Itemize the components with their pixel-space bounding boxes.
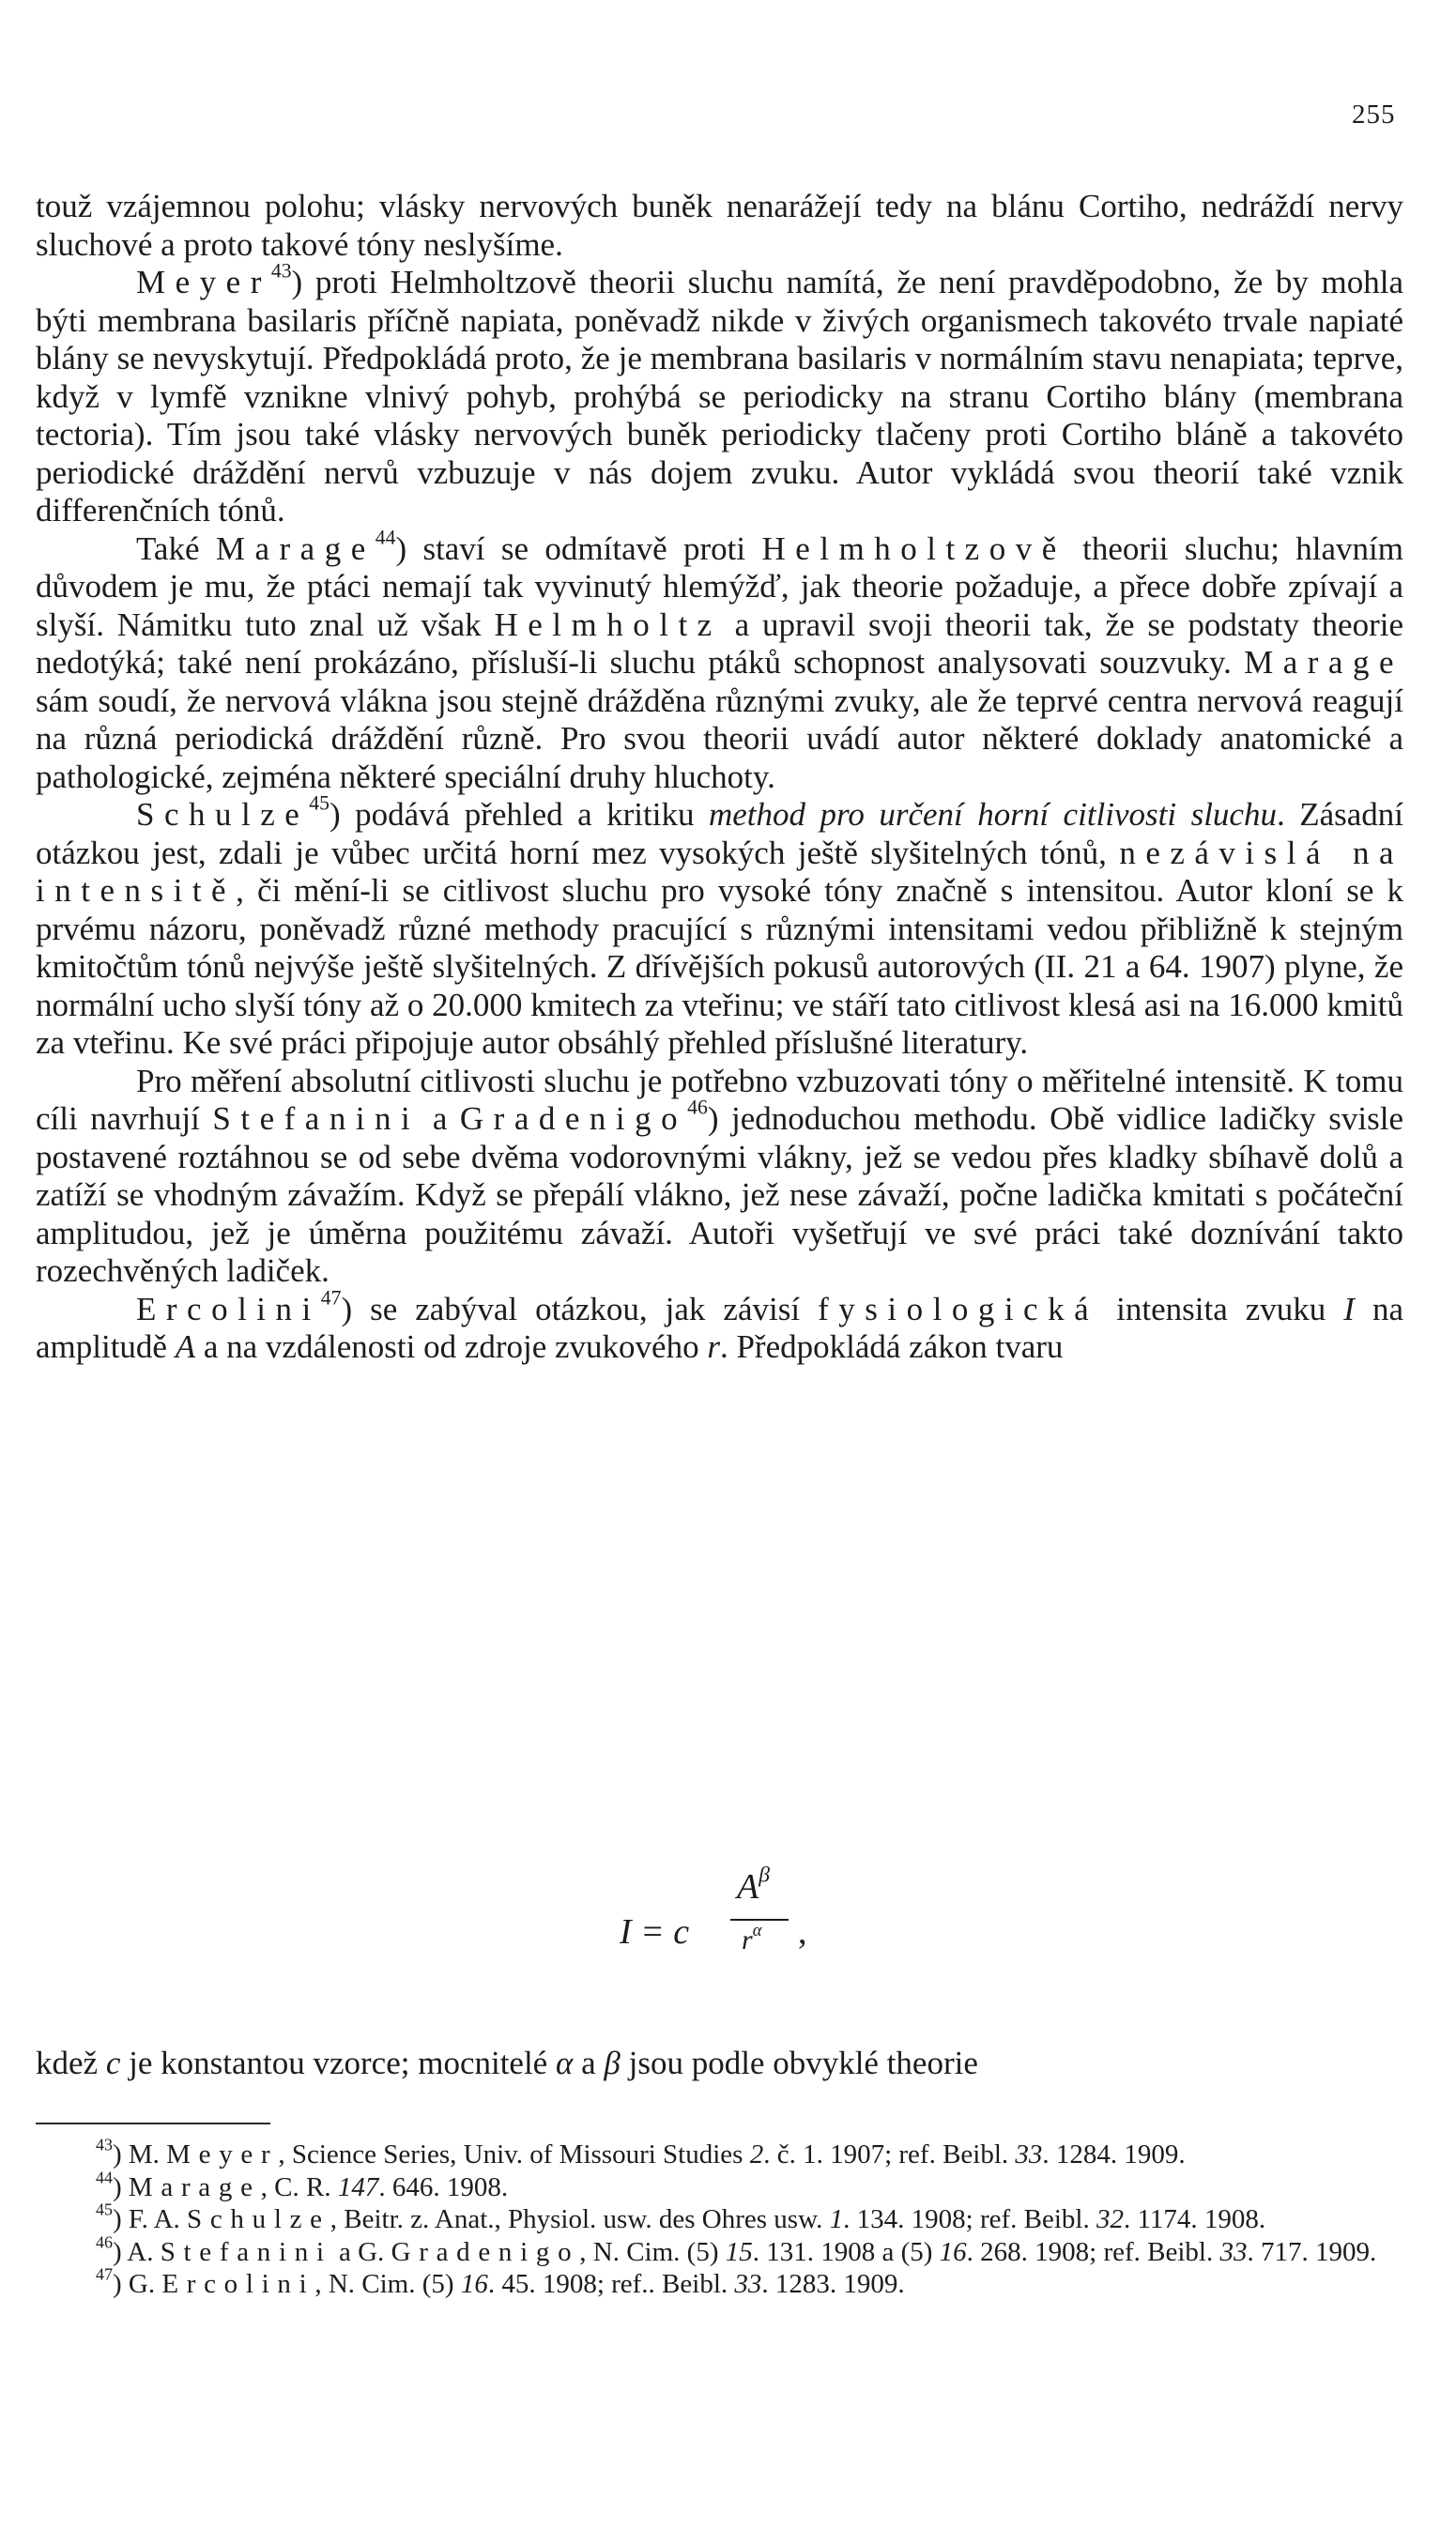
text-run: , či mění-li se citlivost sluchu pro vysoké tóny značně s intensitou. Autor kloní se k prvému názoru, poněvadž různé methody pracující s různými intensitami vedou přibližně k stejným kmitočtům tónů nejvýše ještě slyšitelných. Z dřívějších pokusů autorových (II. 21 a 64. 1907) plyne, že normální ucho slyší tóny až o 20.000 kmitech za vteřinu; ve stáří tato citlivost klesá asi na 16.000 kmitů za vteřinu. Ke své práci připojuje autor obsáhlý přehled příslušné literatury. — [36, 872, 1403, 1061]
formula-denominator-exp: α — [752, 1921, 762, 1941]
text-run: ) podává přehled a kritiku — [329, 796, 709, 833]
italic-text: 15 — [725, 2236, 753, 2267]
text-run: na amplitudě — [36, 1290, 1403, 1365]
spaced-name: Helmholtz — [494, 606, 722, 643]
text-run: . 131. 1908 a (5) — [752, 2236, 940, 2267]
text-run: ) F. A. — [112, 2204, 188, 2234]
italic-text: method pro určení horní citlivosti sluchu — [708, 796, 1277, 833]
formula-comma: , — [798, 1912, 807, 1952]
italic-text: 16 — [460, 2269, 488, 2299]
spaced-name: Marage — [128, 2171, 261, 2202]
formula-lhs: I = c — [620, 1912, 690, 1952]
footnote-ref: 43 — [96, 2135, 113, 2154]
footnote-ref: 43 — [270, 259, 292, 283]
text-run: intensita zvuku — [1098, 1290, 1344, 1327]
text-run: , N. Cim. (5) — [314, 2269, 461, 2299]
italic-text: 33 — [1219, 2236, 1248, 2267]
text-run: . 1174. 1908. — [1123, 2204, 1266, 2234]
text-run: ) proti Helmholtzově theorii sluchu namítá, že není pravděpodobno, že by mohla býti membrana basilaris příčně napiata, poněvadž nikde v živých organismech takovéto trvale napiaté blány se nevyskytují. Předpokládá proto, že je membrana basilaris v normálním stavu nenapiata; teprve, když v lymfě vznikne vlnivý pohyb, prohýbá se periodicky na stranu Cortiho blány (membrana tectoria). Tím jsou také vlásky nervových buněk periodicky tlačeny proti Cortiho bláně a takovéto periodické dráždění nervů vzbuzuje v nás dojem zvuku. Autor vykládá svou theorií také vznik differenčních tónů. — [36, 264, 1403, 529]
footnote — [36, 2135, 1403, 2171]
italic-text: 1 — [829, 2204, 844, 2234]
text-run: . Zásadní otázkou jest, zdali je vůbec určitá horní mez vysokých ještě slyšitelných tónů, — [36, 796, 1404, 871]
italic-text: r — [707, 1328, 720, 1365]
formula-denominator — [742, 1921, 762, 1956]
text-run: . 268. 1908; ref. Beibl. — [966, 2236, 1220, 2267]
paragraph — [36, 188, 1403, 264]
italic-text: 33 — [734, 2269, 762, 2299]
spaced-name: Schulze — [187, 2204, 330, 2234]
spaced-name: Stefanini — [160, 2236, 332, 2267]
text-run: ) — [112, 2171, 129, 2202]
formula-numerator — [737, 1863, 770, 1908]
formula-denominator-base: r — [742, 1924, 753, 1955]
italic-text: A — [175, 1328, 196, 1365]
spaced-name: nezávislá na intensitě — [36, 834, 1403, 909]
text-run: a na vzdálenosti od zdroje zvukového — [195, 1328, 708, 1365]
text-run: je konstantou vzorce; mocnitelé — [120, 2045, 556, 2081]
italic-text: c — [105, 2045, 121, 2081]
italic-text: β — [604, 2045, 621, 2081]
text-run: touž vzájemnou polohu; vlásky nervových buněk nenarážejí tedy na blánu Cortiho, nedráždí nervy sluchové a proto takové tóny neslyšíme. — [36, 188, 1403, 263]
italic-text: 147 — [337, 2171, 379, 2202]
italic-text: α — [555, 2045, 574, 2081]
text-run: , Science Series, Univ. of Missouri Studies — [278, 2139, 750, 2169]
text-run: . 646. 1908. — [378, 2171, 509, 2202]
spaced-name: Meyer — [166, 2139, 279, 2169]
footnote-ref: 47 — [320, 1286, 342, 1310]
text-run: ) jednoduchou methodu. Obě vidlice ladičky svisle postavené roztáhnou se od sebe dvěma vodorovnými vlákny, jež se vedou přes kladky sbíhavě dolů a zatíží se vhodným závažím. Když se přepálí vlákno, jež nese závaží, počne ladička kmitati s počáteční amplitudou, jež je úměrna použitému závaží. Autoři vyšetřují ve své práci také doznívání takto rozechvěných ladiček. — [36, 1100, 1403, 1289]
italic-text: 16 — [939, 2236, 967, 2267]
page-number: 255 — [1352, 100, 1396, 130]
italic-text: 2 — [749, 2139, 764, 2169]
spaced-name: Schulze — [136, 796, 310, 833]
text-run: ) G. — [112, 2269, 162, 2299]
text-run: Pro měření absolutní citlivosti sluchu je potřebno vzbuzovati tóny o měřitelné intensitě. K tomu cíli navrhují — [36, 1062, 1403, 1137]
spaced-name: fysiologická — [818, 1290, 1099, 1327]
body-text — [36, 188, 1403, 1367]
text-run: . 1284. 1909. — [1042, 2139, 1186, 2169]
footnote — [36, 2168, 1403, 2204]
spaced-name: Stefanini — [212, 1100, 421, 1137]
spaced-name: Helmholtzově — [761, 529, 1066, 567]
footnote-rule — [36, 2123, 270, 2124]
paragraph — [36, 1286, 1403, 1367]
text-run: ) A. — [112, 2236, 161, 2267]
text-run: ) staví se odmítavě proti — [395, 529, 762, 567]
paragraph — [36, 791, 1404, 1063]
spaced-name: Gradenigo — [391, 2236, 580, 2267]
footnote-ref: 44 — [96, 2168, 113, 2187]
footnote-ref: 45 — [96, 2200, 113, 2219]
text-run: a — [573, 2045, 605, 2081]
spaced-name: Marage — [215, 529, 375, 567]
text-run: , N. Cim. (5) — [579, 2236, 726, 2267]
footnote — [36, 2200, 1403, 2236]
footnote-ref: 45 — [309, 791, 330, 815]
text-run: ) M. — [112, 2139, 167, 2169]
spaced-name: Gradenigo — [459, 1100, 688, 1137]
text-run: . Předpokládá zákon tvaru — [719, 1328, 1064, 1365]
footnote-ref: 44 — [375, 526, 396, 549]
formula-numerator-exp: β — [759, 1863, 770, 1888]
paragraph — [36, 1063, 1403, 1291]
text-run: theorii sluchu; hlavním důvodem je mu, že ptáci nemají tak vyvinutý hlemýžď, jak theorie požaduje, a přece dobře zpívají a slyší. Námitku tuto znal už však — [36, 529, 1403, 643]
formula — [620, 1863, 864, 1979]
text-run: a upravil svoji theorii tak, že se podstaty theorie nedotýká; také není prokázáno, přísluší-li sluchu ptáků schopnost analysovati souzvuky. — [36, 606, 1403, 681]
footnotes — [36, 2135, 1403, 2301]
footnote — [36, 2264, 1403, 2301]
text-run: . č. 1. 1907; ref. Beibl. — [763, 2139, 1016, 2169]
text-run: , Beitr. z. Anat., Physiol. usw. des Ohres usw. — [330, 2204, 830, 2234]
spaced-name: Meyer — [136, 264, 271, 300]
footnote — [36, 2232, 1403, 2269]
italic-text: 32 — [1096, 2204, 1124, 2234]
footnote-ref: 47 — [96, 2264, 113, 2284]
text-run: , C. R. — [260, 2171, 338, 2202]
text-run: jsou podle obvyklé theorie — [620, 2045, 978, 2081]
text-run: sám soudí, že nervová vlákna jsou stejně drážděna různými zvuky, ale že teprvé centra nervová reagují na různá periodická dráždění různě. Pro svou theorii uvádí autor některé doklady anatomické a pathologické, zejména některé speciální druhy hluchoty. — [36, 682, 1403, 795]
spaced-name: Marage — [1244, 644, 1403, 681]
text-run: a — [420, 1100, 460, 1137]
text-run: . 45. 1908; ref.. Beibl. — [487, 2269, 735, 2299]
paragraph — [36, 526, 1403, 797]
spaced-name: Ercolini — [161, 2269, 315, 2299]
text-run: . 717. 1909. — [1247, 2236, 1377, 2267]
paragraph — [36, 259, 1403, 530]
italic-text: I — [1343, 1290, 1355, 1327]
footnote-ref: 46 — [687, 1096, 708, 1119]
text-run: . 1283. 1909. — [761, 2269, 905, 2299]
formula-numerator-base: A — [737, 1867, 759, 1907]
text-run: kdež — [36, 2045, 106, 2081]
text-run: ) se zabýval otázkou, jak závisí — [341, 1290, 819, 1327]
italic-text: 33 — [1015, 2139, 1043, 2169]
text-run: Také — [136, 529, 216, 567]
after-formula-text — [36, 2045, 1403, 2082]
text-run: . 134. 1908; ref. Beibl. — [843, 2204, 1096, 2234]
text-run: a G. — [331, 2236, 391, 2267]
footnote-ref: 46 — [96, 2232, 113, 2252]
spaced-name: Ercolini — [136, 1290, 321, 1327]
